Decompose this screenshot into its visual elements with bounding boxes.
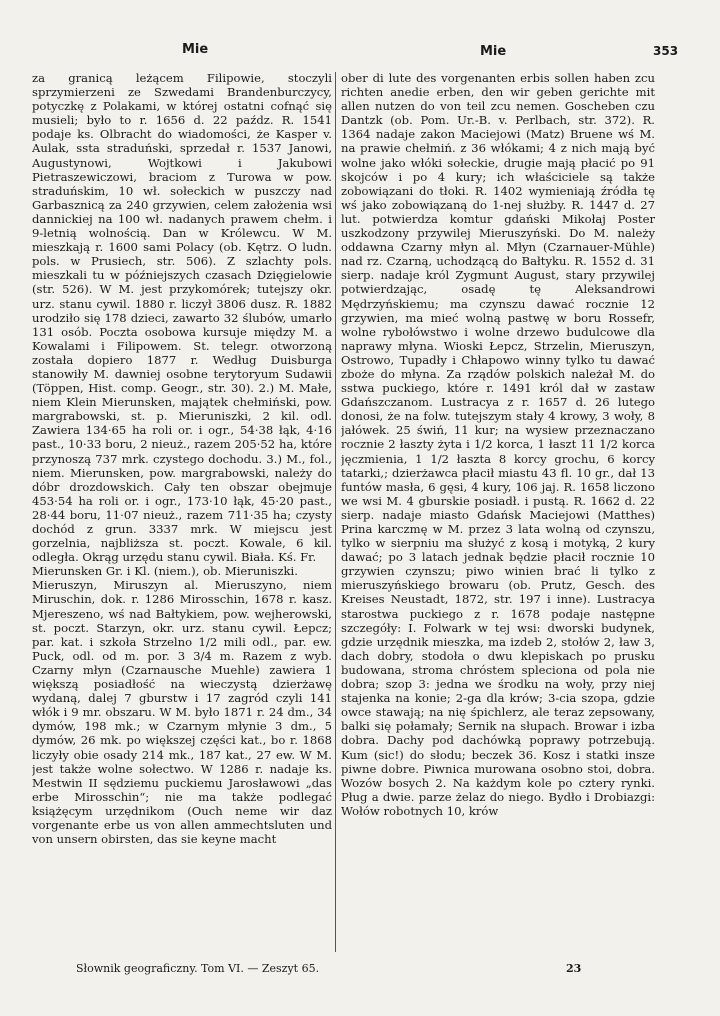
- right-column-text: ober di lute des vorgenanten erbis sollen haben zcu richten anedie erben, den wir geben gerichte mit allen nutzen do von teil zcu nemen. Goscheben czu Dantzk (ob. Pom. Ur.-B. v. Perlbach, str. 372). R. 1364 nadaje zakon Maciejowi (Matz) Bruene wś M. na prawie chełmiń. z 36 włókami; 4 z nich mają być wolne jako włóki sołeckie, drugie mają płacić po 91 skojców i po 4 kury; ich właściciele są także zobowiązani do tłoki. R. 1402 wymieniają źródła tę wś jako zobowiązaną do 1-nej służby. R. 1447 d. 27 lut. potwierdza komtur gdański Mikołaj Poster uszkodzony przywilej Mieruszyński. Do M. należy oddawna Czarny młyn al. Młyn (Czarnauer-Mühle) nad rz. Czarną, uchodzącą do Bałtyku. R. 1552 d. 31 sierp. nadaje król Zygmunt August, stary przywilej potwierdzając, osadę tę Aleksandrowi Mędrzyńskiemu; ma czynszu dawać rocznie 12 grzywien, ma mieć wolną pastwę w boru Rossefr, wolne rybołówstwo i wolne drzewo budulcowe dla naprawy młyna. Wioski Łepcz, Strzelin, Mieruszyn, Ostrowo, Tupadły i Chłapowo winny tylko tu dawać zboże do młyna. Za rządów polskich należał M. do sstwa puckiego, które r. 1491 król dał w zastaw Gdańszczanom. Lustracya z r. 1657 d. 26 lutego donosi, że na folw. tutejszym stały 4 krowy, 3 woły, 8 jałówek. 25 świń, 11 kur; na wysiew przeznaczano rocznie 2 łaszty żyta i 1/2 korca, 1 łaszt 11 1/2 korca jęczmienia, 1 1/2 łaszta 8 korcy grochu, 6 korcy tatarki,; dzierżawca płacił miastu 43 fl. 10 gr., dał 13 funtów masła, 6 gęsi, 4 kury, 106 jaj. R. 1658 liczono we wsi M. 4 gburskie posiadł. i pustą. R. 1662 d. 22 sierp. nadaje miasto Gdańsk Maciejowi (Matthes) Prina karczmę w M. przez 3 lata wolną od czynszu, tylko w sierpniu ma służyć z kosą i motyką, 2 kury dawać; po 3 latach jednak będzie płacił rocznie 10 grzywien czynszu; piwo winien brać li tylko z mieruszyńskiego browaru (ob. Prutz, Gesch. des Kreises Neustadt, 1872, str. 197 i inne). Lustracya starostwa puckiego z r. 1678 podaje następne szczegóły: I. Folwark w tej wsi: dworski budynek, gdzie urzędnik mieszka, ma izdeb 2, stołów 2, ław 3, dach dobry, stodoła o dwu klepiskach po prusku budowana, stroma chróstem spleciona od pola nie dobra; szop 3: jedna we środku na woły, przy niej stajenka na konie; 2-ga dla krów; 3-cia szopa, gdzie owce stawają; na nię śpichlerz, ale teraz zepsowany, balki się połamały; Sernik na słupach. Browar i izba dobra. Dachy pod dachówką poprawy potrzebują. Kum (sic!) do słodu; beczek 36. Kosz i statki insze piwne dobre. Piwnica murowana osobno stoi, dobra. Wozów bosych 2. Na każdym kole po cztery rynki. Pług a dwie. parze żelaz do niego. Bydło i Drobiazgi: Wołów robotnych 10, krów: [341, 71, 655, 818]
- footer-signature: 23: [566, 962, 582, 975]
- running-head-right: Mie: [480, 44, 507, 59]
- left-column-text: za granicą leżącem Filipowie, stoczyli sprzymierzeni ze Szwedami Brandenburczycy, potyczkę z Polakami, w której ostatni cofnąć się musieli; było to r. 1656 d. 22 paźdz. R. 1541 podaje ks. Olbracht do wiadomości, że Kasper v. Aulak, ssta straduński, sprzedał r. 1537 Janowi, Augustynowi, Wojtkowi i Jakubowi Pietraszewiczowi, braciom z Turowa w pow. straduńskim, 10 wł. sołeckich w puszczy nad Garbasznicą za 240 grzywien, celem założenia wsi dannickiej na 100 wł. nadanych prawem chełm. i 9-letnią wolnością. Dan w Królewcu. W M. mieszkają r. 1600 sami Polacy (ob. Kętrz. O ludn. pols. w Prusiech, str. 506). Z szlachty pols. mieszkali tu w późniejszych czasach Dzięgielowie (str. 526). W M. jest przykomórek; tutejszy okr. urz. stanu cywil. 1880 r. liczył 3806 dusz. R. 1882 urodziło się 178 dzieci, zawarto 32 ślubów, umarło 131 osób. Poczta osobowa kursuje między M. a Kowalami i Filipowem. St. telegr. otworzoną została dopiero 1877 r. Według Duisburga stanowiły M. dawniej osobne terytoryum Sudawii (Töppen, Hist. comp. Geogr., str. 30). 2.) M. Małe, niem Klein Mierunsken, majątek chełmiński, pow. margrabowski, st. p. Mieruniszki, 2 kil. odl. Zawiera 134·65 ha roli or. i ogr., 54·38 łąk, 4·16 past., 10·33 boru, 2 nieuż., razem 205·52 ha, które przynoszą 737 mrk. czystego dochodu. 3.) M., fol., niem. Mierunsken, pow. margrabowski, należy do dóbr drozdowskich. Cały ten obszar obejmuje 453·54 ha roli or. i ogr., 173·10 łąk, 45·20 past., 28·44 boru, 11·07 nieuż., razem 711·35 ha; czysty dochód z grun. 3337 mrk. W miejscu jest gorzelnia, najbliższa st. poczt. Kowale, 6 kil. odległa. Okrąg urzędu stanu cywil. Biała. Kś. Fr. Mierunsken Gr. i Kl. (niem.), ob. Mieruniszki. Mieruszyn, Miruszyn al. Mieruszyno, niem Miruschin, dok. r. 1286 Mirosschin, 1678 r. kasz. Mjereszeno, wś nad Bałtykiem, pow. wejherowski, st. poczt. Starzyn, okr. urz. stanu cywil. Łepcz; par. kat. i szkoła Strzelno 1/2 mili odl., par. ew. Puck, odl. od m. por. 3 3/4 m. Razem z wyb. Czarny młyn (Czarnausche Muehle) zawiera 1 większą posiadłość na wieczystą dzierżawę wydaną, dalej 7 gburstw i 17 zagród czyli 141 włók i 9 mr. obszaru. W M. było 1871 r. 24 dm., 34 dymów, 198 mk.; w Czarnym młynie 3 dm., 5 dymów, 26 mk. po większej części kat., bo r. 1868 liczyły obie osady 214 mk., 187 kat., 27 ew. W M. jest także wolne sołectwo. W 1286 r. nadaje ks. Mestwin II sędziemu puckiemu Jarosławowi „das erbe Mirosschin“; nie ma także podlegać książęcym urzędnikom (Ouch neme wir daz vorgenante erbe us von allen ammechtsluten und von unsern obirsten, das sie keyne macht: [32, 71, 332, 847]
- footer-title: Słownik geograficzny. Tom VI. — Zeszyt 65.: [76, 962, 320, 975]
- running-head-left: Mie: [182, 42, 209, 57]
- column-divider: [335, 72, 336, 952]
- page-number: 353: [653, 44, 679, 58]
